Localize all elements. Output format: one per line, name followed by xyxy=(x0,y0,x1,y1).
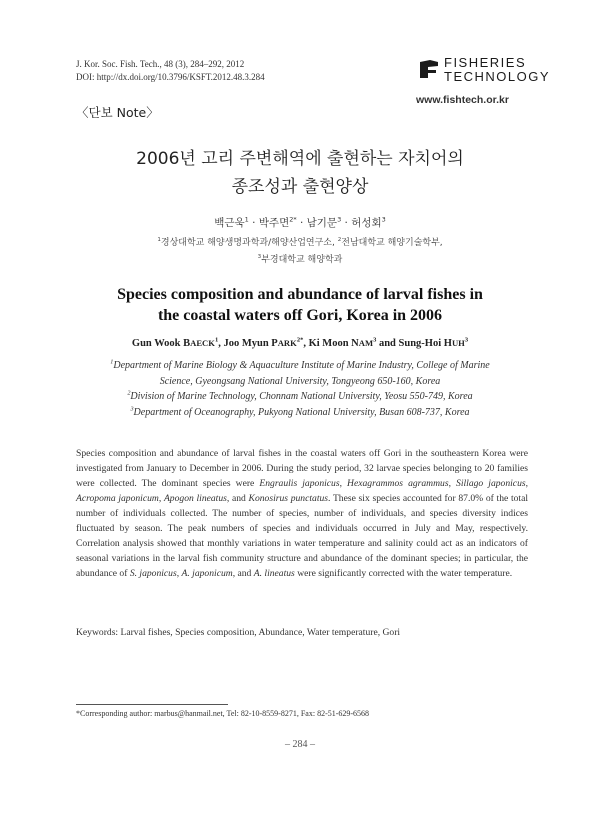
species-name: Konosirus punctatus xyxy=(248,493,329,504)
abstract-text: Species composition and abundance of larval fishes in the coastal waters off Gori in the southeastern Korea were investigated from January to December in 2006. During the study period, 32 larvae species belonging to 20 families were collected. The dominant species were xyxy=(76,448,528,489)
species-name: Apogon lineatus xyxy=(163,493,227,504)
keywords: Keywords: Larval fishes, Species composition, Abundance, Water temperature, Gori xyxy=(76,627,401,638)
author-sup: 2* xyxy=(296,336,304,344)
family-initial: N xyxy=(351,338,359,349)
fisheries-technology-logo-icon xyxy=(418,58,440,80)
author-sup: 1 xyxy=(214,336,219,344)
author-separator: · xyxy=(296,217,307,229)
family-initial: P xyxy=(271,338,278,349)
korean-affiliation-line-1 xyxy=(0,235,600,252)
author-given: Gun Wook xyxy=(131,338,184,349)
affiliation-1-line-1 xyxy=(90,358,510,374)
abstract-text: , and xyxy=(232,568,254,579)
family-rest: UH xyxy=(451,338,465,348)
author-family xyxy=(183,338,215,349)
citation-line-1: J. Kor. Soc. Fish. Tech., 48 (3), 284–292, 2012 xyxy=(76,59,245,69)
logo-line-1: FISHERIES xyxy=(444,55,527,70)
affil-text: 전남대학교 해양기술학부, xyxy=(341,238,443,248)
abstract-text: , xyxy=(448,478,457,489)
affil-sup: 3 xyxy=(257,254,262,260)
affiliation-3 xyxy=(90,405,510,421)
abstract-text: , and xyxy=(226,493,249,504)
logo-wordmark xyxy=(444,56,550,84)
author-and: and xyxy=(376,338,399,349)
species-name: A. japonicum xyxy=(181,568,233,579)
abstract-text: were significantly corrected with the water temperature. xyxy=(294,568,513,579)
abstract-text: , xyxy=(525,478,529,489)
logo-line-2: TECHNOLOGY xyxy=(444,69,551,84)
affiliation-2 xyxy=(90,389,510,405)
article-type-label: 〈단보 Note〉 xyxy=(76,105,159,120)
journal-url-link[interactable]: www.fishtech.or.kr xyxy=(416,94,509,106)
affil-text: Division of Marine Technology, Chonnam National University, Yeosu 550-749, Korea xyxy=(130,391,473,402)
affil-sup: 1 xyxy=(110,358,114,366)
korean-authors xyxy=(0,215,600,230)
family-rest: AM xyxy=(358,338,374,348)
affil-text: 경상대학교 해양생명과학과/해양산업연구소, xyxy=(160,238,338,248)
family-initial: H xyxy=(443,338,452,349)
author-given: Joo Myun xyxy=(223,338,272,349)
author-given: Ki Moon xyxy=(308,338,352,349)
english-title-line-1: Species composition and abundance of larval fishes in xyxy=(117,286,483,303)
family-rest: AECK xyxy=(190,338,215,348)
author-sup: 3 xyxy=(373,336,377,344)
citation-line-2: DOI: http://dx.doi.org/10.3796/KSFT.2012.48.3.284 xyxy=(76,72,265,82)
species-name: Hexagrammos agrammus xyxy=(347,478,449,489)
author-sup: 1 xyxy=(244,215,249,224)
author-separator: · xyxy=(341,217,352,229)
korean-affiliations xyxy=(0,235,600,269)
abstract-text: , xyxy=(339,478,348,489)
journal-citation xyxy=(76,58,265,84)
abstract-text: , xyxy=(176,568,182,579)
page-number: – 284 – xyxy=(285,739,315,750)
english-affiliations xyxy=(90,358,510,420)
korean-title-line-1: 2006년 고리 주변해역에 출현하는 자치어의 xyxy=(136,149,464,169)
korean-author-name: 허성회 xyxy=(351,217,382,229)
english-authors xyxy=(0,338,600,349)
author-separator: , xyxy=(303,338,309,349)
affil-sup: 3 xyxy=(130,405,134,413)
affil-sup: 1 xyxy=(157,237,161,243)
affiliation-1-line-2: Science, Gyeongsang National University, Tongyeong 650-160, Korea xyxy=(159,375,441,387)
species-name: Acropoma japonicum xyxy=(76,493,159,504)
english-title xyxy=(0,284,600,326)
family-rest: ARK xyxy=(277,338,297,348)
species-name: Sillago japonicus xyxy=(456,478,526,489)
affil-sup: 2 xyxy=(127,389,131,397)
author-separator: , xyxy=(218,338,224,349)
english-title-line-2: the coastal waters off Gori, Korea in 2006 xyxy=(157,307,443,324)
author-family xyxy=(271,338,297,349)
abstract xyxy=(76,446,528,581)
author-sup: 3 xyxy=(464,336,469,344)
author-sup: 2* xyxy=(289,215,297,224)
author-given: Sung-Hoi xyxy=(398,338,444,349)
author-sup: 3 xyxy=(337,215,342,224)
author-separator: · xyxy=(248,217,259,229)
author-family xyxy=(444,338,465,349)
author-sup: 3 xyxy=(381,215,386,224)
species-name: S. japonicus xyxy=(129,568,177,579)
corresponding-author-footnote: *Corresponding author: marbus@hanmail.net, Tel: 82-10-8559-8271, Fax: 82-51-629-6568 xyxy=(76,709,370,718)
species-name: A. lineatus xyxy=(253,568,295,579)
author-family xyxy=(351,338,373,349)
affil-text: Department of Marine Biology & Aquaculture Institute of Marine Industry, College of Marine xyxy=(113,360,490,371)
korean-author-name: 백근욱 xyxy=(214,217,245,229)
affil-text: 부경대학교 해양학과 xyxy=(261,255,343,265)
affil-sup: 2 xyxy=(337,237,342,243)
korean-author-name: 남기문 xyxy=(306,217,338,229)
affil-text: Department of Oceanography, Pukyong National University, Busan 608-737, Korea xyxy=(133,406,470,418)
family-initial: B xyxy=(183,338,191,349)
korean-title xyxy=(0,145,600,201)
korean-title-line-2: 종조성과 출현양상 xyxy=(231,177,369,197)
footnote-divider xyxy=(76,704,228,705)
abstract-text: , xyxy=(158,493,164,504)
korean-author-name: 박주면 xyxy=(258,217,290,229)
species-name: Engraulis japonicus xyxy=(259,478,340,489)
abstract-text: . These six species accounted for 87.0% of the total number of individuals collected. The number of species, number of individuals, and species diversity indices fluctuated by season. The peak numbers of species and individuals occurred in July and May, respectively. Correlation analysis showed that monthly variations in water temperature and salinity could act as an indicators of seasonal variations in the larval fish community structure and abundance of the dominant species; in particular, the abundance of xyxy=(76,493,529,579)
korean-affiliation-line-2 xyxy=(0,252,600,269)
